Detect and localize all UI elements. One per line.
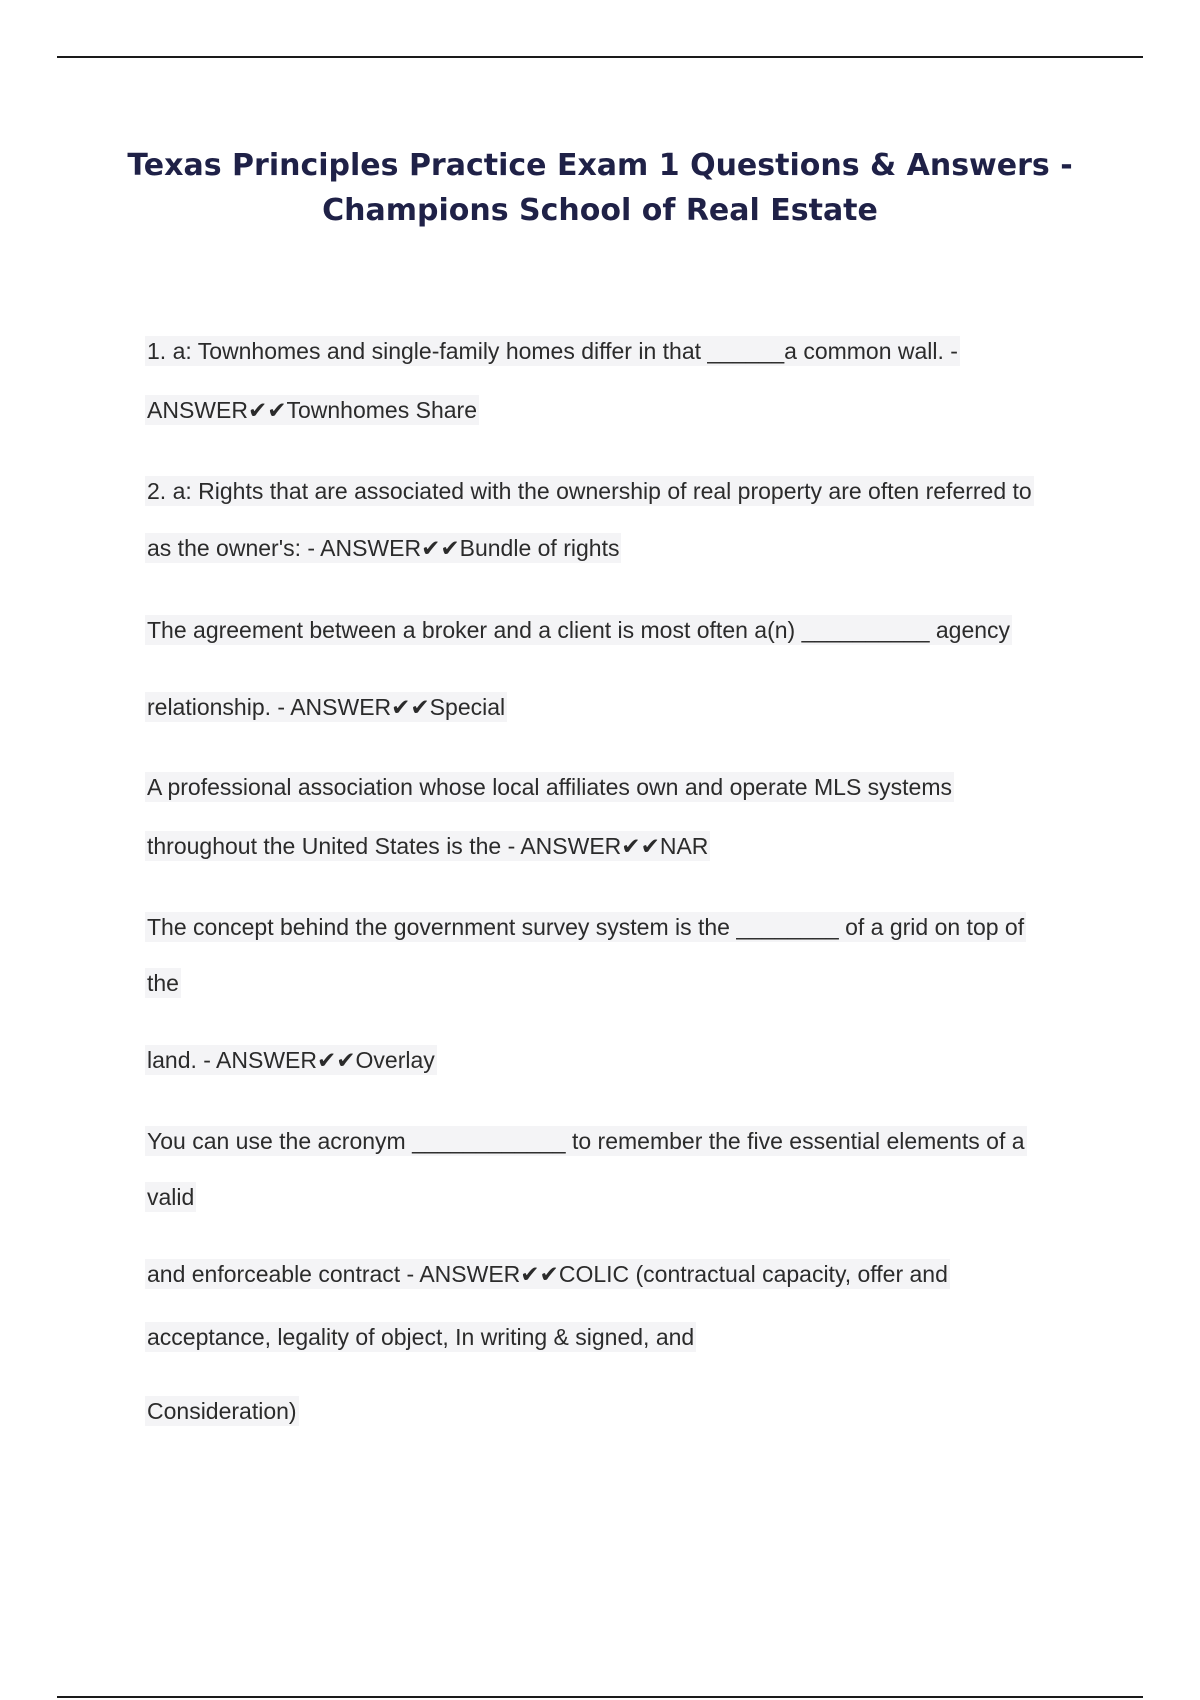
question-6-answer-end: Consideration) xyxy=(147,1398,297,1424)
question-6-line-1: You can use the acronym ____________ to remember the five essential elements of a xyxy=(147,1128,1025,1154)
bottom-rule xyxy=(57,1696,1143,1698)
document-title xyxy=(100,143,1100,233)
question-2-answer: as the owner's: - ANSWER✔✔Bundle of rights xyxy=(147,535,620,561)
question-6-line-2: valid xyxy=(147,1184,195,1210)
question-5-line-2: the xyxy=(147,970,179,996)
question-4-answer: throughout the United States is the - ANSWER✔✔NAR xyxy=(147,833,709,859)
question-3-line-1: The agreement between a broker and a client is most often a(n) __________ agency xyxy=(147,617,1011,643)
question-6-answer-cont: acceptance, legality of object, In writing & signed, and xyxy=(147,1324,695,1350)
question-1-line-1: 1. a: Townhomes and single-family homes differ in that ______a common wall. - xyxy=(147,338,958,364)
question-3-answer: relationship. - ANSWER✔✔Special xyxy=(147,694,506,720)
title-line-1: Texas Principles Practice Exam 1 Questions & Answers - xyxy=(127,148,1073,183)
question-5-answer: land. - ANSWER✔✔Overlay xyxy=(147,1047,435,1073)
question-6-answer: and enforceable contract - ANSWER✔✔COLIC (contractual capacity, offer and xyxy=(147,1261,948,1287)
top-rule xyxy=(57,56,1143,58)
question-5-line-1: The concept behind the government survey system is the ________ of a grid on top of xyxy=(147,914,1025,940)
question-1-answer: ANSWER✔✔Townhomes Share xyxy=(147,397,477,423)
title-line-2: Champions School of Real Estate xyxy=(322,193,878,228)
question-4-line-1: A professional association whose local affiliates own and operate MLS systems xyxy=(147,774,953,800)
question-2-line-1: 2. a: Rights that are associated with the ownership of real property are often referred to xyxy=(147,478,1032,504)
